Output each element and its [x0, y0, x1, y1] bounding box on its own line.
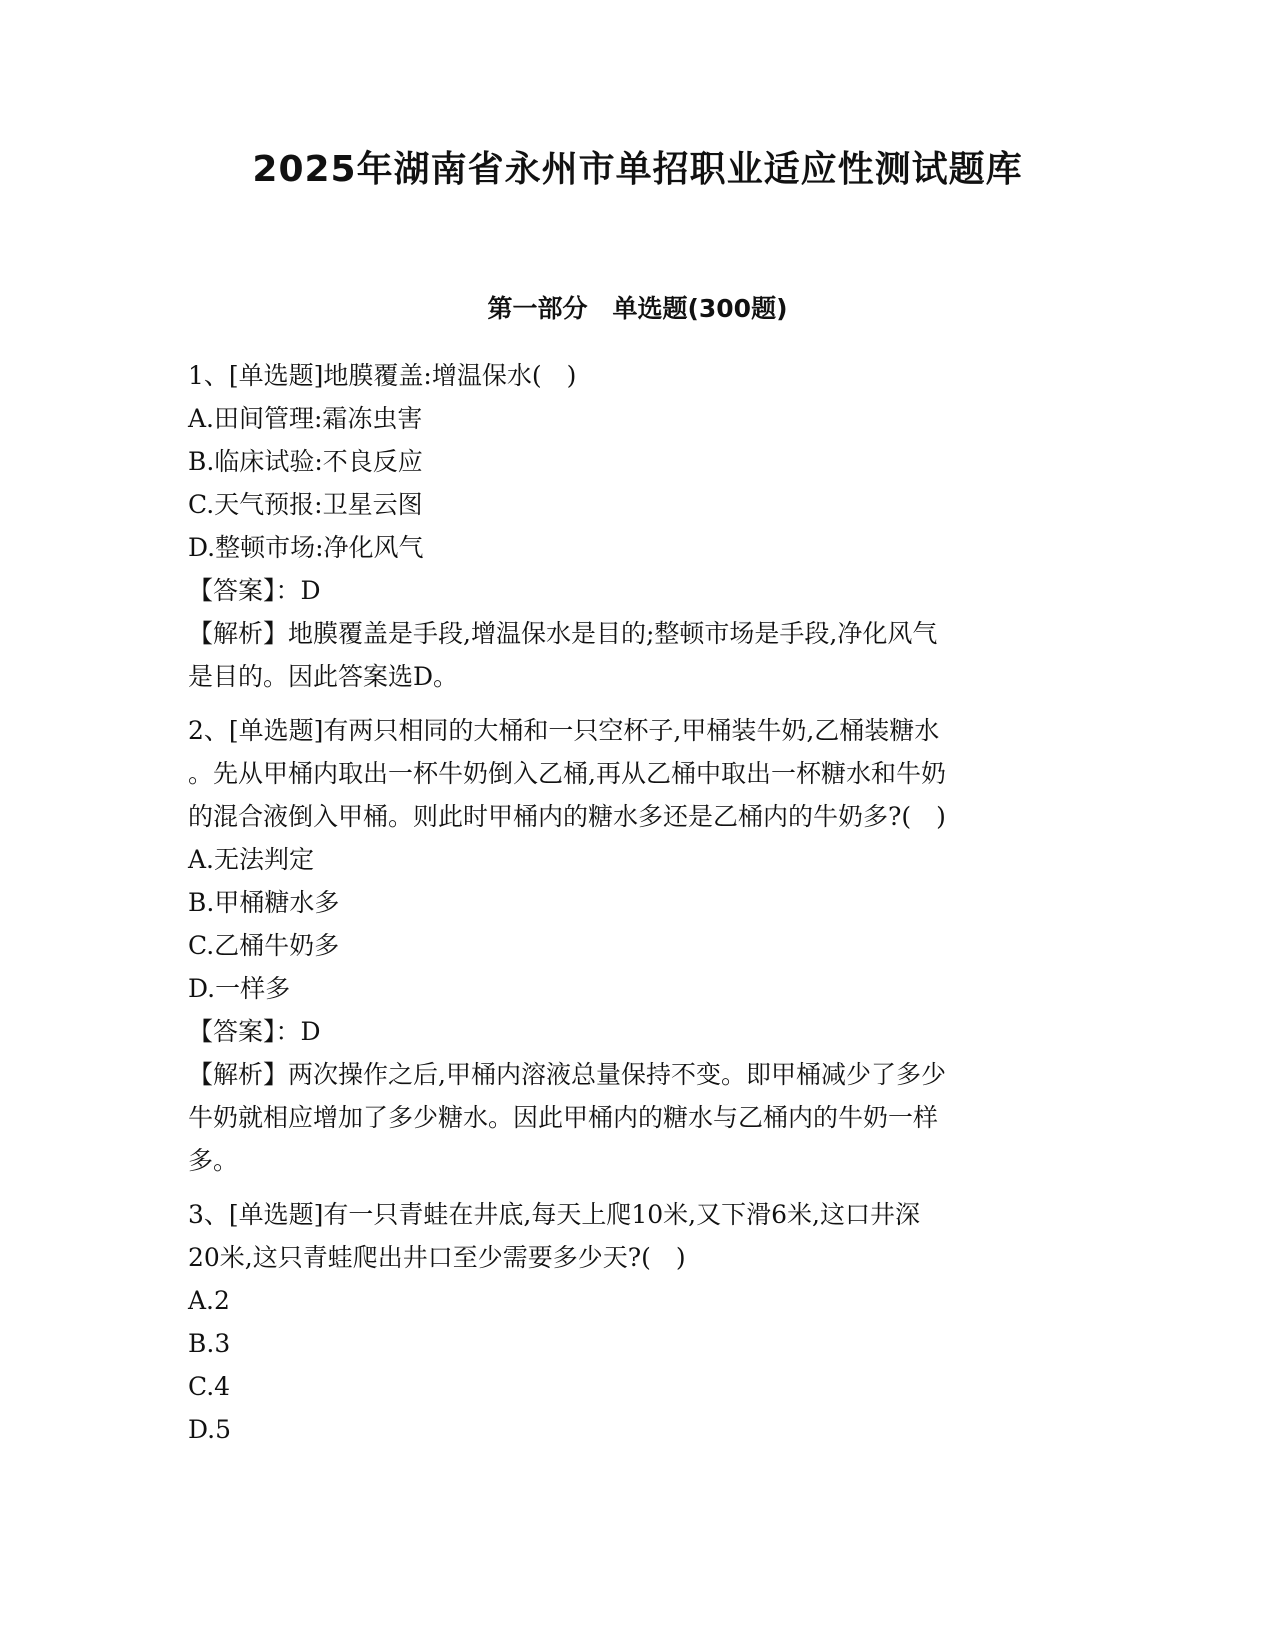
- option-d: D.整顿市场:净化风气: [188, 533, 424, 562]
- answer-label: 【答案】: [188, 1017, 276, 1046]
- question-1: [188, 354, 1088, 698]
- question-stem: 2、[单选题]有两只相同的大桶和一只空杯子,甲桶装牛奶,乙桶装糖水: [188, 716, 940, 745]
- question-2: [188, 709, 1088, 1182]
- analysis: [188, 612, 1088, 655]
- question-3: [188, 1193, 1088, 1451]
- analysis-text: 牛奶就相应增加了多少糖水。因此甲桶内的糖水与乙桶内的牛奶一样: [188, 1103, 939, 1132]
- option-d: D.一样多: [188, 974, 291, 1003]
- option-a: A.无法判定: [188, 845, 315, 874]
- question-stem: 1、[单选题]地膜覆盖:增温保水( ): [188, 361, 577, 390]
- analysis-text: 是目的。因此答案选D。: [188, 662, 459, 691]
- answer: [188, 1010, 1088, 1053]
- option-b: B.甲桶糖水多: [188, 888, 340, 917]
- question-stem: 20米,这只青蛙爬出井口至少需要多少天?( ): [188, 1243, 686, 1272]
- question-stem: 的混合液倒入甲桶。则此时甲桶内的糖水多还是乙桶内的牛奶多?( ): [188, 802, 946, 831]
- question-stem: 3、[单选题]有一只青蛙在井底,每天上爬10米,又下滑6米,这口井深: [188, 1200, 920, 1229]
- answer: [188, 569, 1088, 612]
- option-c: C.天气预报:卫星云图: [188, 490, 423, 519]
- section-heading: 第一部分 单选题(300题): [487, 294, 788, 323]
- analysis-label: 【解析】: [188, 1060, 289, 1089]
- analysis-text: 两次操作之后,甲桶内溶液总量保持不变。即甲桶减少了多少: [288, 1060, 946, 1089]
- question-stem: 。先从甲桶内取出一杯牛奶倒入乙桶,再从乙桶中取出一杯糖水和牛奶: [188, 759, 946, 788]
- option-a: A.2: [188, 1286, 230, 1315]
- document-title: 2025年湖南省永州市单招职业适应性测试题库: [252, 149, 1023, 190]
- option-b: B.3: [188, 1329, 231, 1358]
- option-d: D.5: [188, 1415, 232, 1444]
- option-c: C.4: [188, 1372, 231, 1401]
- option-b: B.临床试验:不良反应: [188, 447, 423, 476]
- option-a: A.田间管理:霜冻虫害: [188, 404, 423, 433]
- answer-label: 【答案】: [188, 576, 276, 605]
- analysis-label: 【解析】: [188, 619, 289, 648]
- answer-value: ：D: [275, 1017, 321, 1046]
- answer-value: ：D: [275, 576, 321, 605]
- question-list: [188, 354, 1088, 1462]
- analysis-text: 地膜覆盖是手段,增温保水是目的;整顿市场是手段,净化风气: [288, 619, 938, 648]
- option-c: C.乙桶牛奶多: [188, 931, 340, 960]
- analysis: [188, 1053, 1088, 1096]
- analysis-text: 多。: [188, 1146, 239, 1175]
